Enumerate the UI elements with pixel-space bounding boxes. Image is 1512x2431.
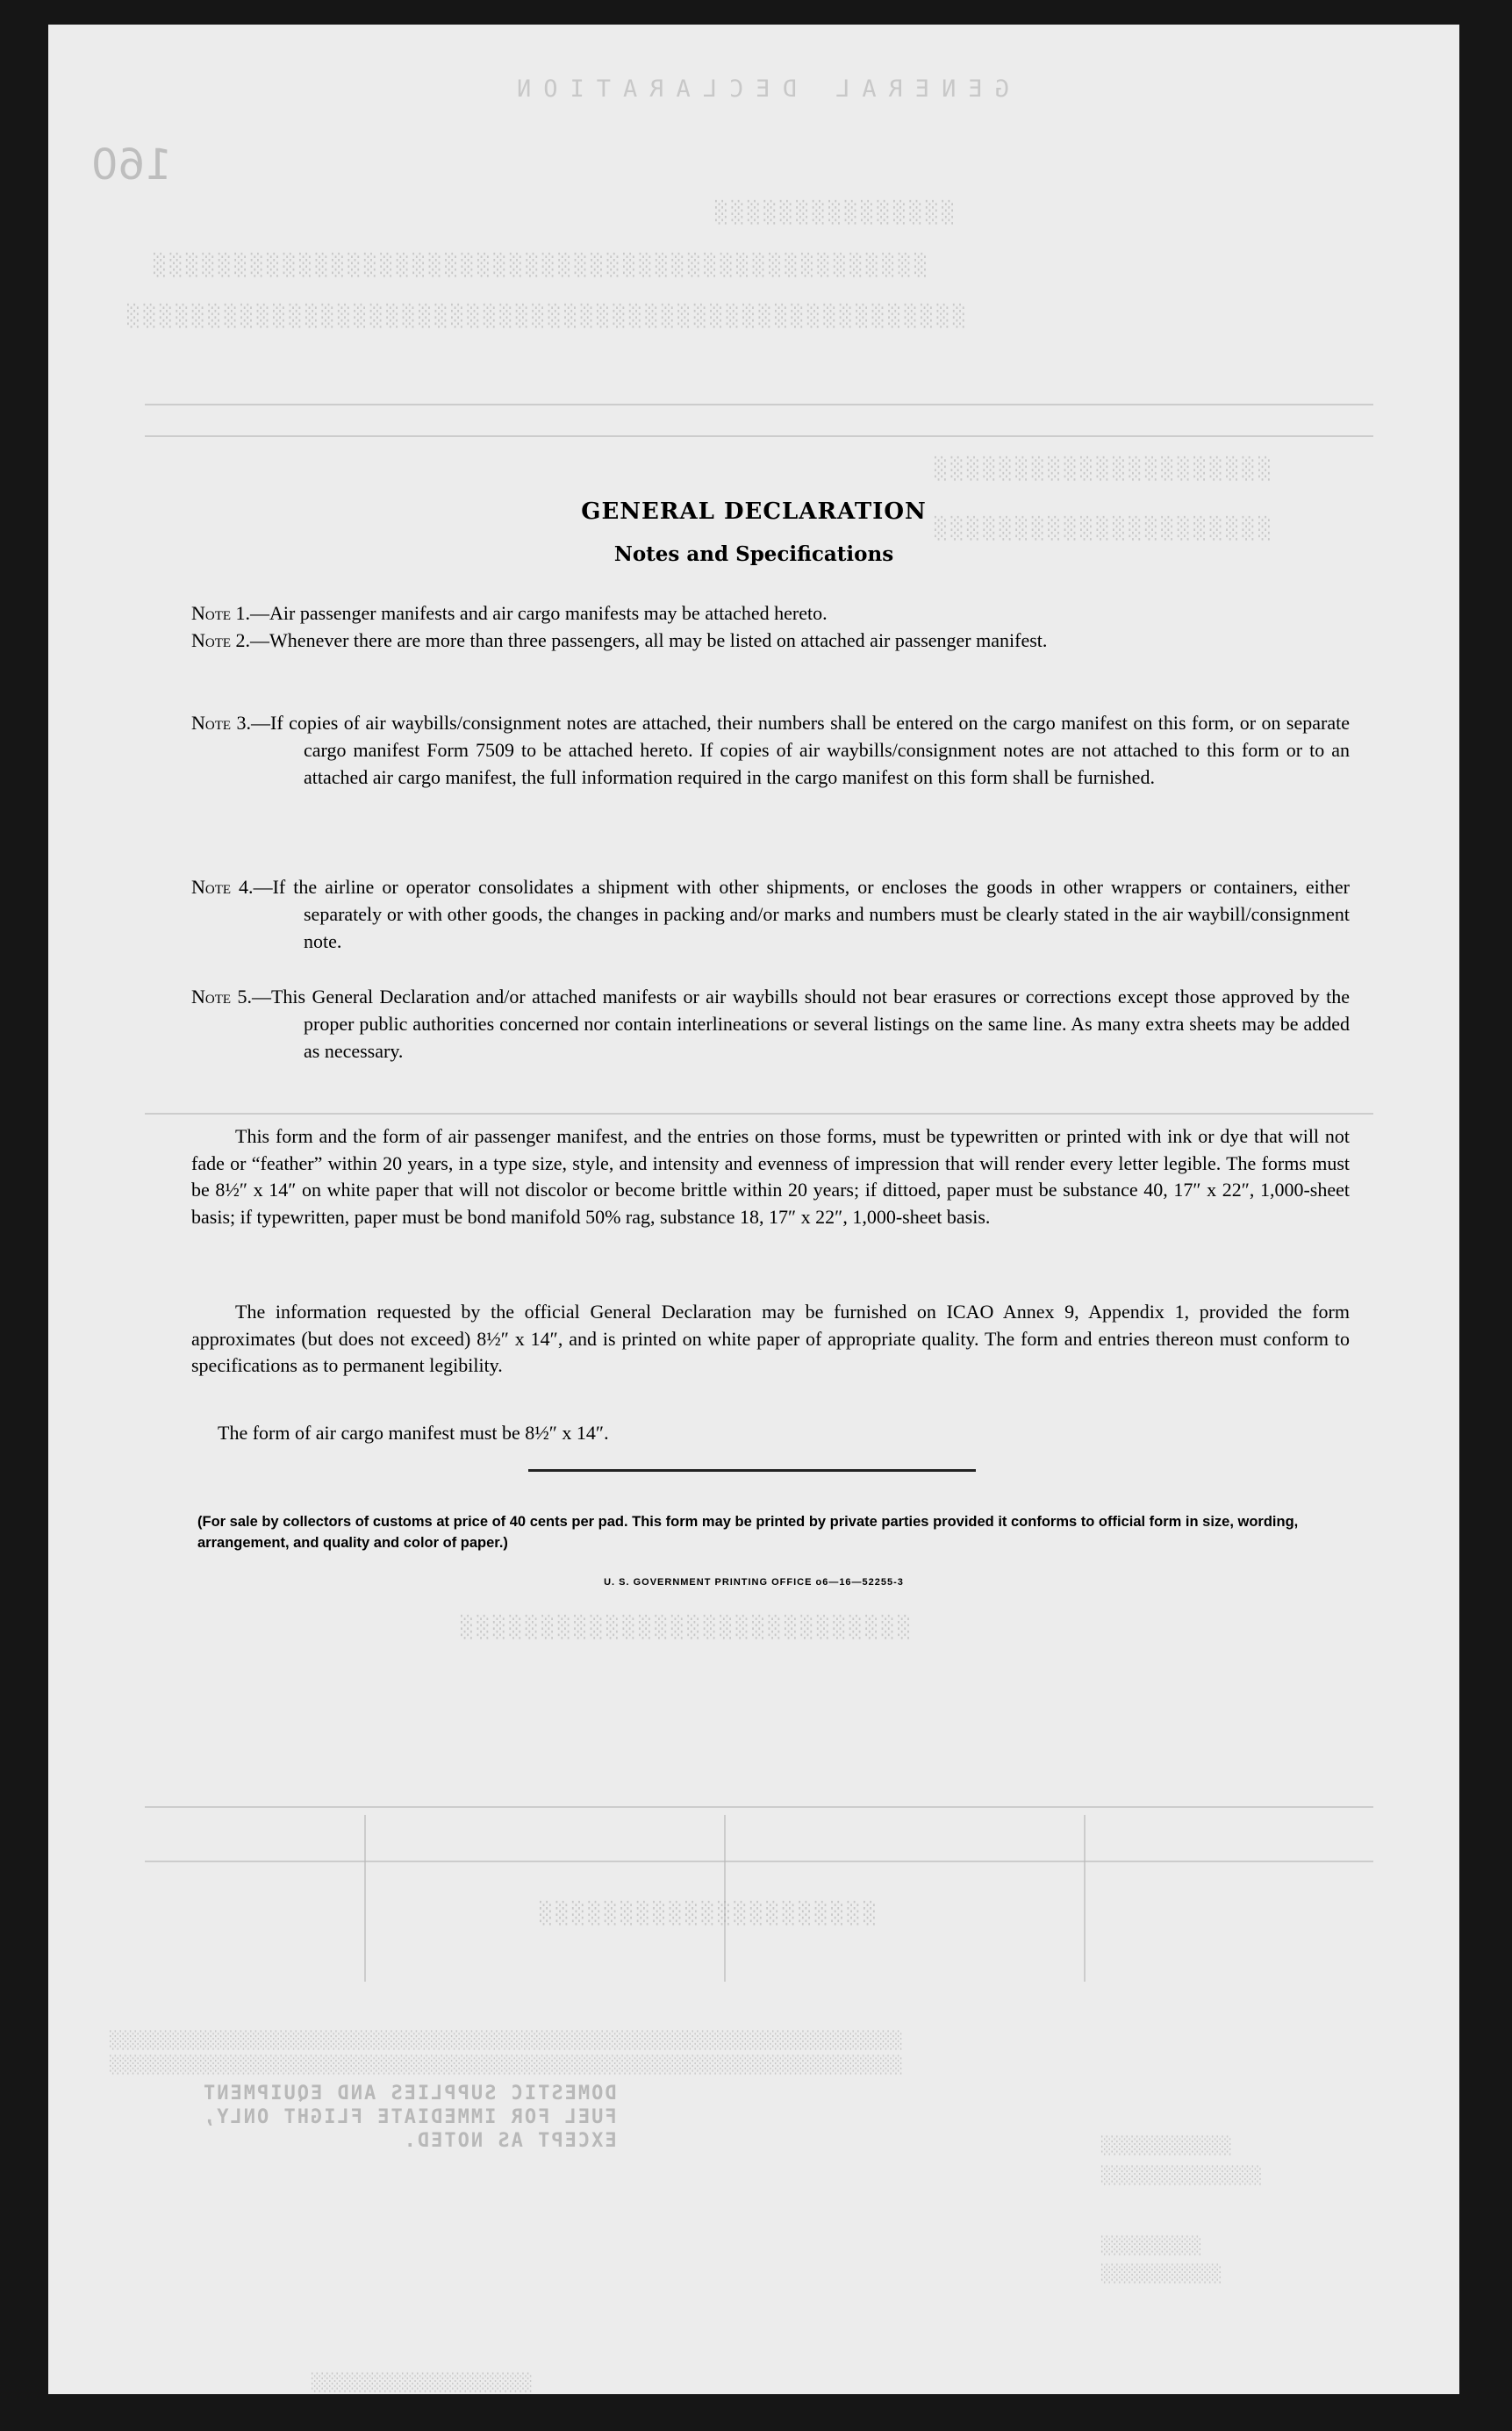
page-subtitle: Notes and Specifications [613, 542, 894, 566]
bleed-rule [145, 404, 1373, 405]
bleed-line: ░░░░░░░░░░░░ [1101, 2264, 1222, 2284]
bleed-rule [145, 1113, 1373, 1115]
bleed-page-number: 160 [91, 140, 172, 190]
sale-notice: (For sale by collectors of customs at price of 40 cents per pad. This form may be printed by private parties provided it conforms to official form in size, wording, arrangement, and quality and color of paper.) [197, 1514, 1299, 1551]
bleed-line: ░░░░░░░░░░░░░░░░░░░░░░░░░░░░░░░░░░░░░░░░░░░░░░░░░░░░ [127, 304, 970, 328]
bleed-line: ░░░░░░░░░░░░░░░░░░░░░ [540, 1901, 880, 1925]
bleed-rule [145, 1806, 1373, 1808]
paragraph-text: The information requested by the official General Declaration may be furnished on ICAO Annex 9, Appendix 1, provided the form approximates (but does not exceed) 8½″ x 14″, and is printed on white paper of appropriate quality. The form and entries thereon must conform to specifications as to permanent legibility. [191, 1301, 1350, 1376]
bleed-line: ░░░░░░░░░░░░░░░░ [1101, 2166, 1263, 2185]
note-label: Note 2. [191, 629, 251, 651]
bleed-line: ░░░░░░░░░░░░░░░ [715, 200, 958, 225]
paragraph-cargo-manifest [191, 1420, 1350, 1447]
note-text: If copies of air waybills/consignment notes are attached, their numbers shall be entered on the cargo manifest on this form, or on separate cargo manifest Form 7509 to be attached hereto. If copies of air waybills/consignment notes are not attached to this form or to an attached air cargo manifest, the full information required in the cargo manifest on this form shall be furnished. [270, 712, 1350, 788]
bleed-rule [145, 1861, 1373, 1862]
bleed-rule [145, 435, 1373, 437]
bleed-line: ░░░░░░░░░░░░░░░░░░░░░░░░░░░░░░░░░░░░░░░░░░░░░░░░░░░░░░░░░░░░░░░░░░░░░░░░░░░░░░░ [110, 2055, 903, 2075]
paragraph-form-specs [191, 1123, 1350, 1230]
document-page [48, 25, 1459, 2394]
note-label: Note 1. [191, 602, 251, 624]
bleed-rule [364, 1815, 366, 1982]
printing-office-imprint: U. S. GOVERNMENT PRINTING OFFICE o6—16—52255-3 [604, 1577, 904, 1588]
bleed-stamp-line: EXCEPT AS NOTED. [402, 2130, 617, 2152]
note-text: Whenever there are more than three passengers, all may be listed on attached air passenger manifest. [269, 629, 1048, 651]
paragraph-text: The form of air cargo manifest must be 8½″ x 14″. [218, 1422, 609, 1444]
bleed-rule [724, 1815, 726, 1982]
bleed-line: ░░░░░░░░░░░░░░░░░░░░░░░░░░░░░░░░░░░░░░░░░░░░░░░░ [154, 253, 931, 277]
bleed-stamp-line: FUEL FOR IMMEDIATE FLIGHT ONLY, [202, 2106, 617, 2128]
bleed-line: ░░░░░░░░░░░░░░░░░░░░░░░░░░░░ [461, 1615, 914, 1639]
note-4: Note 4.—If the airline or operator consolidates a shipment with other shipments, or encloses the goods in other wrappers or containers, either separately or with other goods, the changes in packing and/or marks and numbers must be clearly stated in the air waybill/consignment note. [191, 876, 1350, 952]
page-title: GENERAL DECLARATION [581, 498, 927, 525]
bleed-rule [1084, 1815, 1086, 1982]
bleed-line: ░░░░░░░░░░░░░░░░░░░░░ [935, 516, 1275, 541]
note-label: Note 4. [191, 876, 254, 898]
note-label: Note 3. [191, 712, 251, 734]
bleed-stamp [202, 2082, 617, 2153]
bleed-line: ░░░░░░░░░░░░░░░░░░░░░ [935, 456, 1275, 481]
note-text: Air passenger manifests and air cargo manifests may be attached hereto. [269, 602, 828, 624]
note-text: If the airline or operator consolidates a shipment with other shipments, or encloses the goods in other wrappers or containers, either separately or with other goods, the changes in packing and/or marks and numbers must be clearly stated in the air waybill/consignment note. [272, 876, 1350, 952]
note-label: Note 5. [191, 986, 252, 1008]
bleed-line: ░░░░░░░░░░░░░ [1101, 2136, 1232, 2155]
note-1: Note 1.—Air passenger manifests and air cargo manifests may be attached hereto. [191, 602, 828, 624]
note-3: Note 3.—If copies of air waybills/consignment notes are attached, their numbers shall be entered on the cargo manifest on this form, or on separate cargo manifest Form 7509 to be attached hereto. If copies of air waybills/consignment notes are not attached to this form or to an attached air cargo manifest, the full information required in the cargo manifest on this form shall be furnished. [191, 712, 1350, 788]
bleed-title: GENERAL DECLARATION [505, 75, 1009, 103]
bleed-line: ░░░░░░░░░░░░░░░░░░░░░░ [312, 2373, 533, 2392]
bleed-line: ░░░░░░░░░░░░░░░░░░░░░░░░░░░░░░░░░░░░░░░░░░░░░░░░░░░░░░░░░░░░░░░░░░░░░░░░░░░░░░░ [110, 2031, 903, 2050]
divider [528, 1469, 976, 1472]
paragraph-text: This form and the form of air passenger manifest, and the entries on those forms, must be typewritten or printed with ink or dye that will not fade or “feather” within 20 years, in a type size, style, and intensity and evenness of impression that will render every letter legible. The forms must be 8½″ x 14″ on white paper that will not discolor or become brittle within 20 years; if dittoed, paper must be substance 40, 17″ x 22″, 1,000-sheet basis; if typewritten, paper must be bond manifold 50% rag, substance 18, 17″ x 22″, 1,000-sheet basis. [191, 1125, 1350, 1228]
note-5: Note 5.—This General Declaration and/or attached manifests or air waybills should not bear erasures or corrections except those approved by the proper public authorities concerned nor contain interlineations or several listings on the same line. As many extra sheets may be added as necessary. [191, 986, 1351, 1062]
note-text: This General Declaration and/or attached manifests or air waybills should not bear erasures or corrections except those approved by the proper public authorities concerned nor contain interlineations or several listings on the same line. As many extra sheets may be added as necessary. [270, 986, 1351, 1062]
paragraph-icao [191, 1299, 1350, 1380]
note-2: Note 2.—Whenever there are more than three passengers, all may be listed on attached air passenger manifest. [191, 629, 1048, 651]
bleed-stamp-line: DOMESTIC SUPPLIES AND EQUIPMENT [202, 2083, 617, 2105]
bleed-line: ░░░░░░░░░░ [1101, 2236, 1202, 2255]
